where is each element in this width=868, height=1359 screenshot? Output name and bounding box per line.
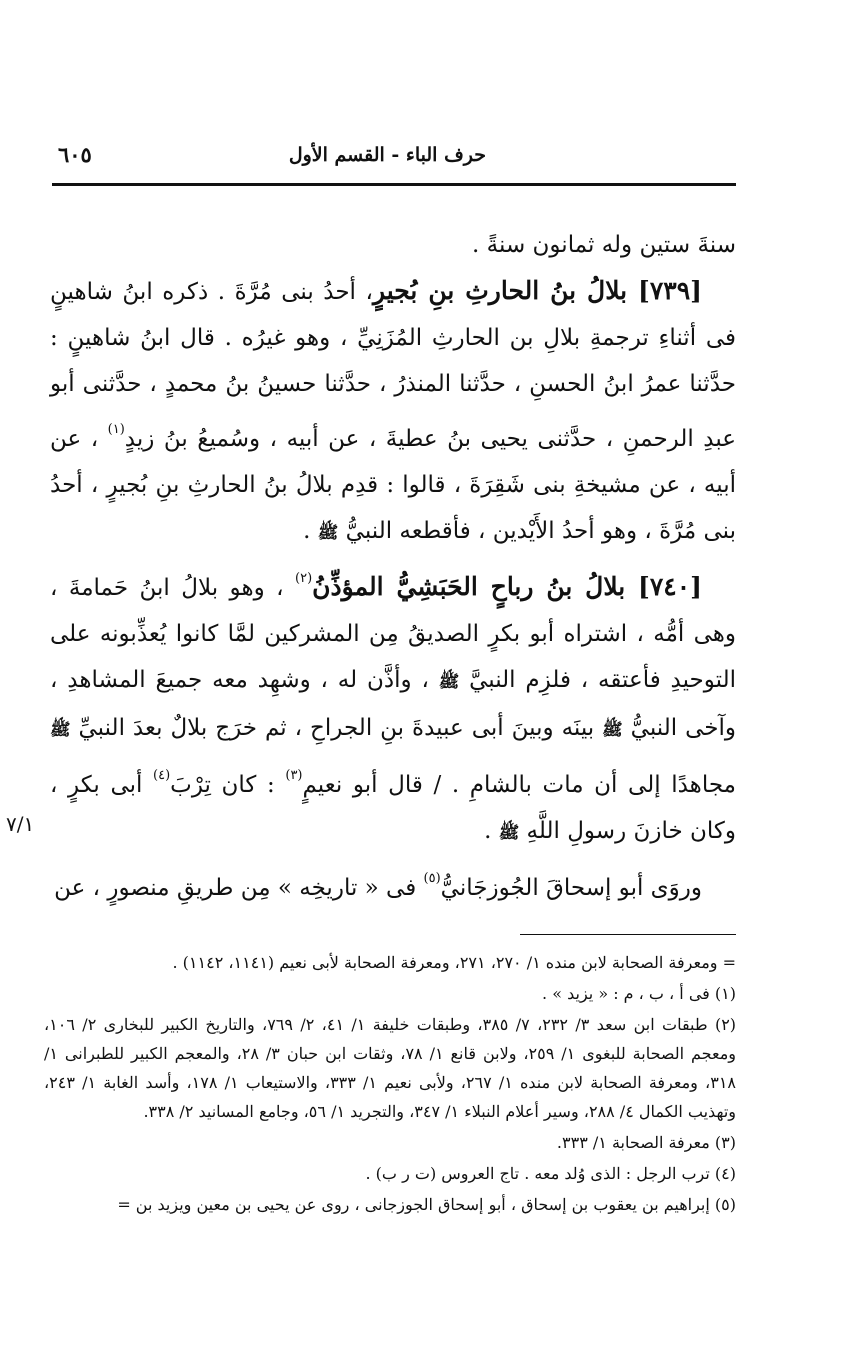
- entry-740-end: .: [484, 818, 499, 844]
- footnote-ref-4: (٤): [153, 768, 171, 783]
- continuation-text-2: فى « تاريخِه » مِن طريقِ منصورٍ ، عن: [54, 875, 424, 901]
- honorific-glyph: ﷺ: [317, 523, 339, 543]
- entry-740: [50, 556, 736, 856]
- footnote-ref-3: (٣): [285, 768, 303, 783]
- entry-739-text: ، أحدُ بنى مُرَّةَ . ذكره ابنُ شاهينٍ فى أثناءِ ترجمةِ بلالِ بن الحارثِ المُزَنِيِّ ، وهو غيرُه . قال ابنُ شاهينٍ : حدَّثنا عمرُ ابنُ الحسنِ ، حدَّثنا المنذرُ ، حدَّثنا حسينُ بنُ محمدٍ ، حدَّثنى أبو عبدِ الرحمنِ ، حدَّثنى يحيى بنُ عطيةَ ، عن أبيه ، وسُميعُ بنُ زيدٍ: [50, 279, 736, 452]
- entry-740-text: ، وهو بلالُ ابنُ حَمامةَ ، وهى أمُّه ، اشتراه أبو بكرٍ الصديقُ مِن المشركين لمَّا كانوا يُعذِّبونه على التوحيدِ فأعتقه ، فلزِم النبيَّ: [50, 575, 736, 693]
- entry-740-text-5: : كان تِرْبَ: [170, 772, 286, 798]
- intro-line: [50, 222, 736, 268]
- footnote-ref-2: (٢): [295, 571, 313, 586]
- honorific-glyph: ﷺ: [498, 823, 520, 843]
- entry-740-text-4: مجاهدًا إلى أن مات بالشامِ . / قال أبو نعيمٍ: [302, 772, 736, 798]
- footnote-5: (٥) إبراهيم بن يعقوب بن إسحاق ، أبو إسحاق الجوزجانى ، روى عن يحيى بن معين ويزيد بن =: [117, 1195, 736, 1214]
- page-header: [50, 140, 736, 180]
- continuation-text: وروَى أبو إسحاقَ الجُوزجَانيُّ: [440, 875, 702, 901]
- honorific-glyph: ﷺ: [50, 720, 71, 740]
- honorific-glyph: ﷺ: [438, 672, 460, 692]
- entry-739: [50, 268, 736, 556]
- continuation-paragraph: [50, 856, 736, 911]
- footnote-ref-5: (٥): [423, 871, 441, 886]
- running-title: حرف الباء - القسم الأول: [288, 144, 486, 166]
- footnote-3: (٣) معرفة الصحابة ١/ ٣٣٣.: [556, 1133, 736, 1152]
- footnote-continued: = ومعرفة الصحابة لابن منده ١/ ٢٧٠، ٢٧١، ومعرفة الصحابة لأبى نعيم (١١٤١، ١١٤٢) .: [172, 953, 736, 972]
- intro-text: سنةَ ستين وله ثمانون سنةً .: [472, 232, 736, 258]
- header-rule: [52, 183, 736, 186]
- entry-739-end: .: [303, 518, 318, 544]
- footnote-separator: [520, 934, 736, 935]
- entry-740-text-3: بينَه وبينَ أبى عبيدةَ بنِ الجراحِ ، ثم خرَج بلالٌ بعدَ النبيِّ: [70, 715, 603, 741]
- entry-739-heading: [٧٣٩] بلالُ بنُ الحارثِ بنِ بُجيرٍ: [372, 276, 702, 305]
- entry-740-text-2: ، وأذَّن له ، وشهِد معه جميعَ المشاهدِ ، وآخى النبيُّ: [50, 667, 736, 741]
- footnote-2: (٢) طبقات ابن سعد ٣/ ٢٣٢، ٧/ ٣٨٥، وطبقات خليفة ١/ ٤١، ٢/ ٧٦٩، والتاريخ الكبير للبخارى ٢/ ١٠٦، ومعجم الصحابة للبغوى ١/ ٢٥٩، ولابن قانع ١/ ٧٨، وثقات ابن حبان ٣/ ٢٨، والمعجم الكبير للطبرانى ١/ ٣١٨، ومعرفة الصحابة لابن منده ١/ ٢٦٧، ولأبى نعيم ١/ ٣٣٣، والاستيعاب ١/ ١٧٨، وأسد الغابة ١/ ٢٤٣، وتهذيب الكمال ٤/ ٢٨٨، وسير أعلام النبلاء ١/ ٣٤٧، والتجريد ١/ ٥٦، وجامع المسانيد ٢/ ٣٣٨.: [44, 1015, 737, 1121]
- margin-reference: ٧/١: [6, 812, 35, 836]
- footnote-ref-1: (١): [107, 422, 125, 437]
- main-text: [50, 222, 736, 911]
- page-number: ٦٠٥: [58, 142, 92, 167]
- footnote-1: (١) فى أ ، ب ، م : « يزيد » .: [542, 984, 736, 1003]
- footnote-4: (٤) ترب الرجل : الذى وُلد معه . تاج العروس (ت ر ب) .: [365, 1164, 736, 1183]
- entry-740-heading: [٧٤٠] بلالُ بنُ رباحٍ الحَبَشِيُّ المؤذِّنُ: [312, 572, 703, 601]
- honorific-glyph: ﷺ: [602, 720, 623, 740]
- entry-739-text-cont: ، عن أبيه ، عن مشيخةِ بنى شَقِرَةَ ، قالوا : قدِم بلالُ بنُ الحارثِ بنِ بُجيرٍ ، أحدُ بنى مُرَّةَ ، وهو أحدُ الأَيْدين ، فأقطعه النبيُّ: [50, 426, 736, 544]
- footnotes: [44, 948, 736, 1221]
- entry-740-text-6: أبى بكرٍ ، وكان خازنَ رسولِ اللَّهِ: [50, 772, 736, 844]
